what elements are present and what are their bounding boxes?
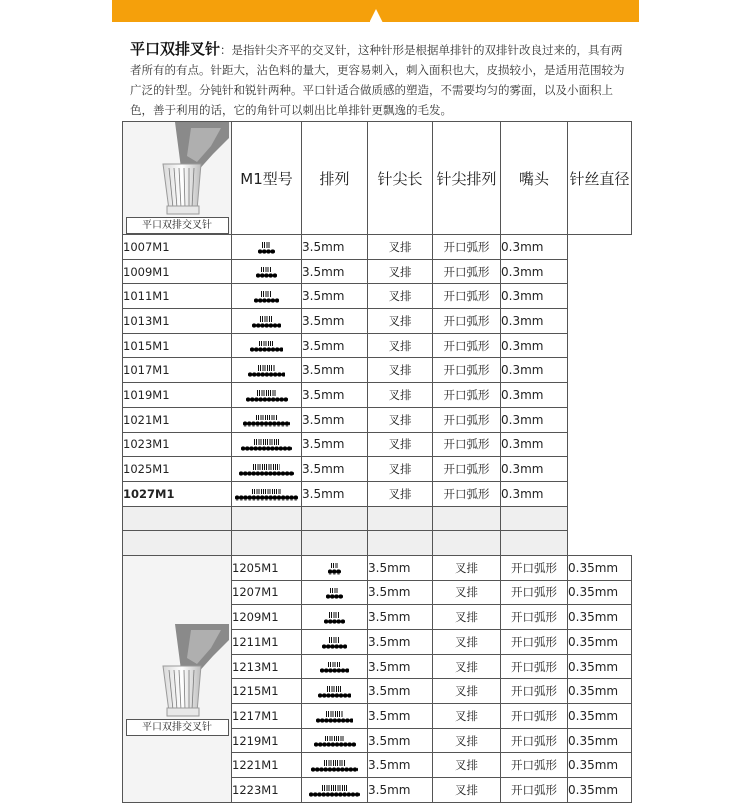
arrangement-cell [302,679,368,704]
needle-arrangement-icon [328,563,341,575]
needle-lines [331,563,338,569]
needle-dots [254,298,279,303]
tip-length-cell: 3.5mm [302,432,368,457]
arrangement-cell [232,457,302,482]
spacer-row [123,506,632,531]
table-row [123,333,632,358]
needle-image-2 [125,624,230,736]
header-nozzle: 嘴头 [501,122,568,235]
table-row [123,383,632,408]
needle-arrangement-icon [248,365,286,377]
model-cell: 1025M1 [123,457,232,482]
needle-arrangement-icon [250,341,284,353]
needle-arrangement-icon [254,291,279,303]
needle-image-cell-2 [123,555,232,802]
diameter-cell: 0.3mm [501,481,568,506]
needle-dots [256,273,277,278]
spacer-cell [232,531,302,556]
diameter-cell: 0.3mm [501,309,568,334]
diameter-cell: 0.35mm [568,778,632,803]
needle-lines [256,415,278,421]
needle-dots [318,693,352,698]
tip-arrangement-cell: 叉排 [368,235,433,260]
model-cell: 1215M1 [232,679,302,704]
nozzle-cell: 开口弧形 [433,358,501,383]
tip-length-cell: 3.5mm [368,728,433,753]
header-diameter: 针丝直径 [568,122,632,235]
model-cell: 1027M1 [123,481,232,506]
diameter-cell: 0.3mm [501,235,568,260]
needle-dots [241,446,291,451]
diameter-cell: 0.3mm [501,358,568,383]
header-model: M1型号 [232,122,302,235]
tip-arrangement-cell: 叉排 [368,407,433,432]
needle-lines [327,686,342,692]
arrangement-cell [302,753,368,778]
tip-length-cell: 3.5mm [368,580,433,605]
arrangement-cell [232,284,302,309]
model-cell: 1221M1 [232,753,302,778]
needle-dots [328,569,341,574]
notch-icon [370,9,383,22]
model-cell: 1205M1 [232,555,302,580]
diameter-cell: 0.3mm [501,259,568,284]
diameter-cell: 0.3mm [501,457,568,482]
tip-arrangement-cell: 叉排 [433,654,501,679]
nozzle-cell: 开口弧形 [433,235,501,260]
table-row [123,555,632,580]
diameter-cell: 0.35mm [568,654,632,679]
nozzle-cell: 开口弧形 [433,481,501,506]
needle-dots [324,619,345,624]
tip-length-cell: 3.5mm [302,333,368,358]
needle-lines [258,365,276,371]
needle-arrangement-icon [246,390,288,402]
tip-length-cell: 3.5mm [368,654,433,679]
model-cell: 1011M1 [123,284,232,309]
table-row [123,284,632,309]
needle-lines [261,291,272,297]
tip-length-cell: 3.5mm [302,481,368,506]
needle-arrangement-icon [320,662,349,674]
needle-lines [261,267,272,273]
needle-lines [322,785,346,791]
spacer-cell [368,531,433,556]
arrangement-cell [302,654,368,679]
model-cell: 1013M1 [123,309,232,334]
intro-paragraph [130,39,630,120]
diameter-cell: 0.3mm [501,407,568,432]
tip-arrangement-cell: 叉排 [368,333,433,358]
tip-length-cell: 3.5mm [368,605,433,630]
diameter-cell: 0.35mm [568,630,632,655]
needle-image-1 [125,122,230,234]
needle-lines [254,439,278,445]
table-row [123,259,632,284]
nozzle-cell: 开口弧形 [433,432,501,457]
diameter-cell: 0.35mm [568,555,632,580]
needle-dots [314,742,356,747]
spacer-cell [232,506,302,531]
needle-dots [250,347,284,352]
needle-lines [252,489,281,495]
needle-arrangement-icon [256,267,277,279]
nozzle-cell: 开口弧形 [501,778,568,803]
tip-arrangement-cell: 叉排 [368,259,433,284]
model-cell: 1209M1 [232,605,302,630]
tip-length-cell: 3.5mm [302,259,368,284]
diameter-cell: 0.35mm [568,753,632,778]
nozzle-cell: 开口弧形 [433,333,501,358]
tip-arrangement-cell: 叉排 [368,432,433,457]
needle-dots [311,767,357,772]
needle-lines [253,464,279,470]
tip-length-cell: 3.5mm [368,778,433,803]
needle-dots [322,644,347,649]
needle-lines [329,637,340,643]
nozzle-cell: 开口弧形 [501,704,568,729]
needle-arrangement-icon [235,489,298,501]
diameter-cell: 0.3mm [501,333,568,358]
tip-length-cell: 3.5mm [368,753,433,778]
needle-arrangement-icon [316,711,354,723]
tip-length-cell: 3.5mm [302,235,368,260]
tip-length-cell: 3.5mm [368,704,433,729]
needle-arrangement-icon [258,242,275,254]
arrangement-cell [232,407,302,432]
tip-length-cell: 3.5mm [302,457,368,482]
tip-arrangement-cell: 叉排 [433,778,501,803]
nozzle-cell: 开口弧形 [433,284,501,309]
needle-arrangement-icon [309,785,359,797]
model-cell: 1223M1 [232,778,302,803]
tip-arrangement-cell: 叉排 [368,481,433,506]
diameter-cell: 0.35mm [568,704,632,729]
nozzle-cell: 开口弧形 [433,407,501,432]
needle-arrangement-icon [314,736,356,748]
tip-arrangement-cell: 叉排 [433,605,501,630]
arrangement-cell [232,358,302,383]
tip-arrangement-cell: 叉排 [368,284,433,309]
tip-arrangement-cell: 叉排 [368,383,433,408]
nozzle-cell: 开口弧形 [501,753,568,778]
needle-lines [326,711,344,717]
table-row [123,432,632,457]
nozzle-cell: 开口弧形 [501,580,568,605]
nozzle-cell: 开口弧形 [433,309,501,334]
needle-cartridge-icon [125,624,230,720]
arrangement-cell [302,555,368,580]
needle-spec-table [122,121,632,803]
table-row [123,358,632,383]
tip-arrangement-cell: 叉排 [433,728,501,753]
spacer-cell [123,531,232,556]
needle-image-cell-1 [123,122,232,235]
model-cell: 1023M1 [123,432,232,457]
needle-caption: 平口双排交叉针 [126,217,229,234]
arrangement-cell [232,309,302,334]
arrangement-cell [302,728,368,753]
nozzle-cell: 开口弧形 [501,679,568,704]
arrangement-cell [232,259,302,284]
needle-lines [329,612,340,618]
model-cell: 1219M1 [232,728,302,753]
tip-length-cell: 3.5mm [302,309,368,334]
model-cell: 1207M1 [232,580,302,605]
nozzle-cell: 开口弧形 [433,457,501,482]
tip-arrangement-cell: 叉排 [433,704,501,729]
needle-arrangement-icon [252,316,281,328]
nozzle-cell: 开口弧形 [433,383,501,408]
needle-dots [235,495,298,500]
model-cell: 1009M1 [123,259,232,284]
table-row [123,457,632,482]
header-tip-arrangement: 针尖排列 [433,122,501,235]
diameter-cell: 0.35mm [568,580,632,605]
needle-lines [260,316,273,322]
intro-body: ：是指针尖齐平的交叉针，这种针形是根据单排针的双排针改良过来的，具有两者所有的有点。针距大，沾色料的量大，更容易刺入，刺入面积也大，皮损较小，是适用范围较为广泛的针型。分钝针和锐针两种。平口针适合做质感的塑造，不需要均匀的雾面，以及小面积上色，善于利用的话，它的角针可以刺出比单排针更飘逸的毛发。 [130,43,625,117]
needle-arrangement-icon [243,415,289,427]
intro-title: 平口双排叉针 [130,40,221,58]
table-row [123,407,632,432]
spacer-cell [433,506,501,531]
spacer-cell [433,531,501,556]
model-cell: 1021M1 [123,407,232,432]
table-row [123,309,632,334]
needle-dots [239,471,294,476]
needle-dots [258,249,275,254]
needle-arrangement-icon [324,612,345,624]
nozzle-cell: 开口弧形 [501,605,568,630]
arrangement-cell [232,333,302,358]
tip-length-cell: 3.5mm [368,555,433,580]
needle-lines [325,736,345,742]
needle-lines [262,242,271,248]
tip-arrangement-cell: 叉排 [368,457,433,482]
tip-length-cell: 3.5mm [302,284,368,309]
needle-arrangement-icon [326,588,343,600]
spacer-cell [501,506,568,531]
model-cell: 1019M1 [123,383,232,408]
tip-length-cell: 3.5mm [368,679,433,704]
table-row [123,235,632,260]
header-tip-length: 针尖长 [368,122,433,235]
needle-arrangement-icon [241,439,291,451]
needle-arrangement-icon [318,686,352,698]
tip-arrangement-cell: 叉排 [433,753,501,778]
diameter-cell: 0.35mm [568,679,632,704]
model-cell: 1217M1 [232,704,302,729]
spacer-row [123,531,632,556]
tip-arrangement-cell: 叉排 [368,358,433,383]
tip-length-cell: 3.5mm [302,407,368,432]
spacer-cell [123,506,232,531]
diameter-cell: 0.3mm [501,432,568,457]
needle-caption: 平口双排交叉针 [126,719,229,736]
diameter-cell: 0.35mm [568,605,632,630]
diameter-cell: 0.3mm [501,383,568,408]
model-cell: 1213M1 [232,654,302,679]
nozzle-cell: 开口弧形 [501,630,568,655]
needle-dots [252,323,281,328]
arrangement-cell [232,481,302,506]
nozzle-cell: 开口弧形 [501,728,568,753]
spacer-cell [368,506,433,531]
needle-lines [330,588,339,594]
needle-lines [328,662,341,668]
tip-arrangement-cell: 叉排 [433,555,501,580]
table-row [123,481,632,506]
nozzle-cell: 开口弧形 [433,259,501,284]
model-cell: 1017M1 [123,358,232,383]
tip-length-cell: 3.5mm [368,630,433,655]
arrangement-cell [302,605,368,630]
needle-dots [248,372,286,377]
diameter-cell: 0.3mm [501,284,568,309]
tip-arrangement-cell: 叉排 [433,679,501,704]
header-arrangement: 排列 [302,122,368,235]
spacer-cell [501,531,568,556]
model-cell: 1007M1 [123,235,232,260]
nozzle-cell: 开口弧形 [501,555,568,580]
diameter-cell: 0.35mm [568,728,632,753]
needle-dots [246,397,288,402]
tip-length-cell: 3.5mm [302,358,368,383]
needle-cartridge-icon [125,122,230,218]
tip-arrangement-cell: 叉排 [433,580,501,605]
tip-arrangement-cell: 叉排 [368,309,433,334]
arrangement-cell [302,778,368,803]
arrangement-cell [232,432,302,457]
needle-arrangement-icon [322,637,347,649]
arrangement-cell [302,630,368,655]
needle-lines [259,341,274,347]
model-cell: 1015M1 [123,333,232,358]
spacer-cell [302,506,368,531]
table-body [123,235,632,803]
arrangement-cell [302,580,368,605]
nozzle-cell: 开口弧形 [501,654,568,679]
needle-arrangement-icon [239,464,294,476]
needle-dots [309,792,359,797]
arrangement-cell [232,383,302,408]
needle-dots [326,594,343,599]
needle-dots [320,668,349,673]
needle-lines [257,390,277,396]
tip-arrangement-cell: 叉排 [433,630,501,655]
arrangement-cell [302,704,368,729]
needle-dots [243,421,289,426]
needle-arrangement-icon [311,760,357,772]
tip-length-cell: 3.5mm [302,383,368,408]
model-cell: 1211M1 [232,630,302,655]
top-accent-bar [112,0,639,22]
spacer-cell [302,531,368,556]
table-header-row [123,122,632,235]
needle-lines [324,760,346,766]
arrangement-cell [232,235,302,260]
needle-dots [316,718,354,723]
